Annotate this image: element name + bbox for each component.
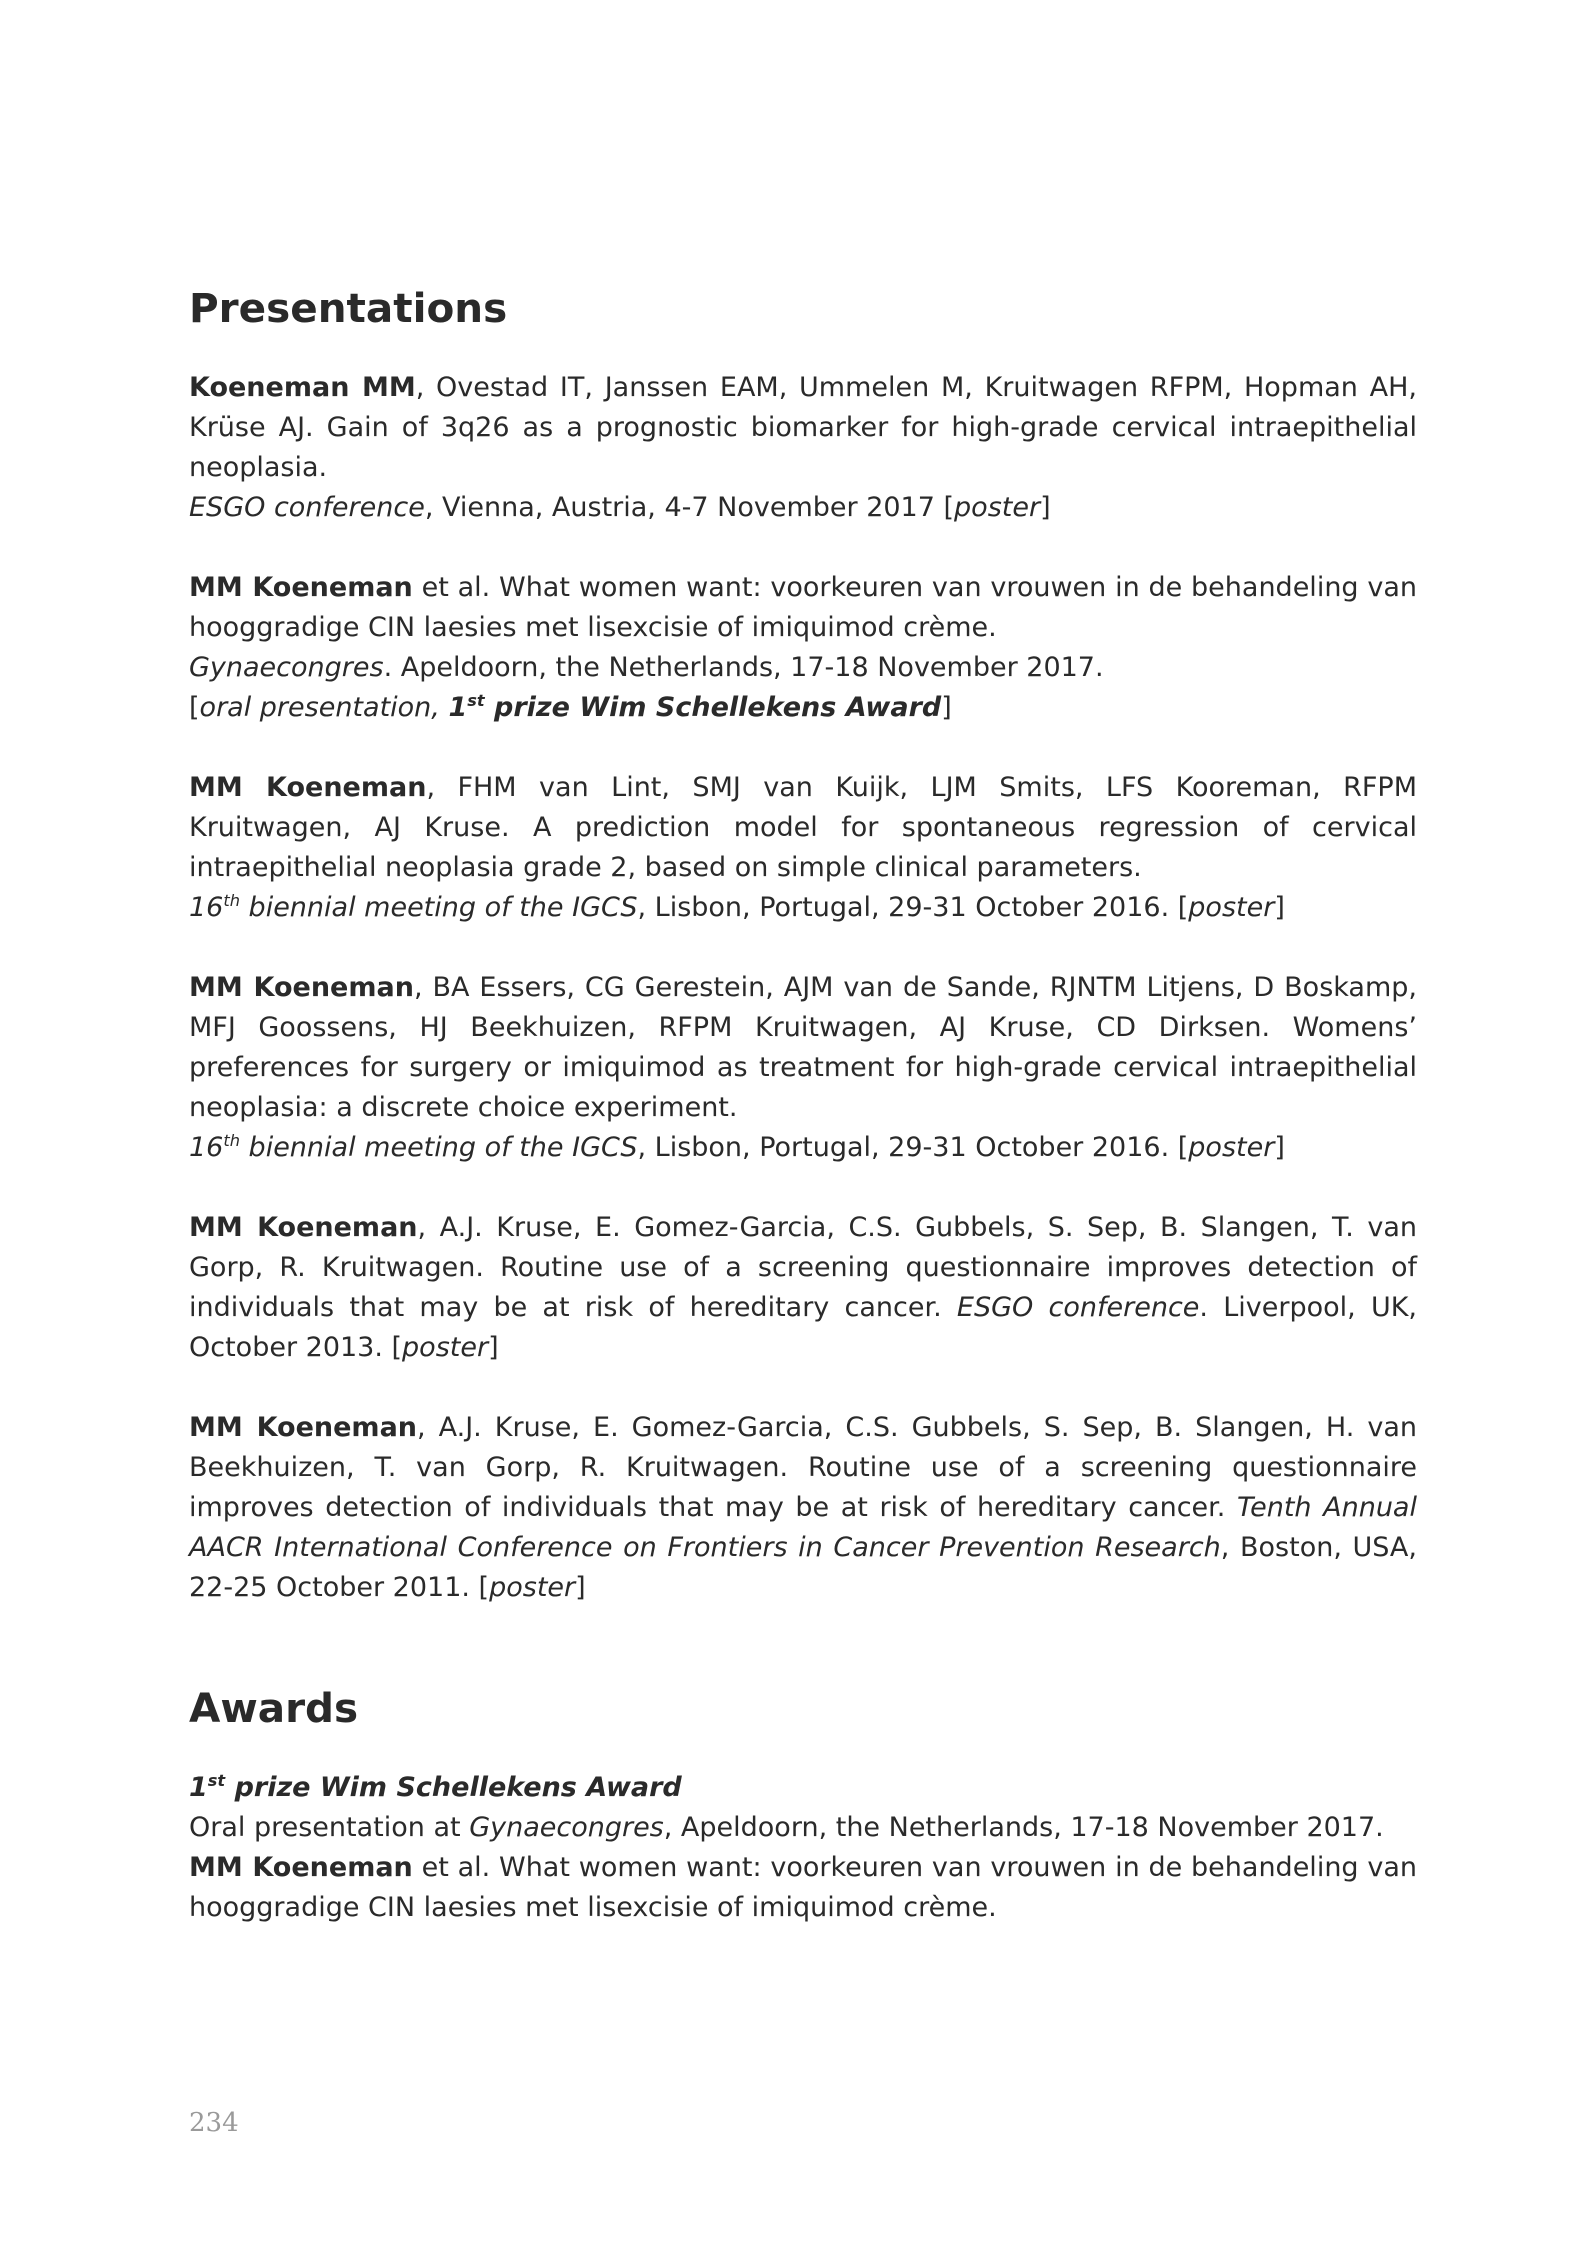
- presentation-entry: [189, 968, 1417, 1168]
- entry-author: Koeneman MM: [189, 372, 416, 403]
- entry-bracket: ]: [1274, 892, 1285, 923]
- entry-bracket: ]: [941, 692, 952, 723]
- page-number: 234: [189, 2108, 239, 2138]
- venue-ordinal: 16: [189, 892, 224, 923]
- entry-venue-line: [189, 888, 1417, 928]
- entry-text: , FHM van Lint, SMJ van Kuijk, LJM Smits, LFS Kooreman, RFPM Kruitwagen, AJ Kruse. A prediction model for spontaneous regression of cervical intraepithelial neoplasia grade 2, based on simple clinical parameters.: [189, 772, 1417, 883]
- venue-name: biennial meeting of the IGCS: [239, 892, 638, 923]
- entry-type: poster: [954, 492, 1041, 523]
- award-line-details: , Apeldoorn, the Netherlands, 17-18 November 2017.: [663, 1812, 1384, 1843]
- entry-type: poster: [1188, 892, 1275, 923]
- entry-details: , Boston, USA, 22-25 October 2011. [: [189, 1532, 1417, 1603]
- entry-bracket: ]: [1040, 492, 1051, 523]
- award-text: et al. What women want: voorkeuren van vrouwen in de behandeling van hooggradige CIN laesies met lisexcisie of imiquimod crème.: [189, 1852, 1417, 1923]
- entry-author: MM Koeneman: [189, 772, 427, 803]
- entry-details: , Lisbon, Portugal, 29-31 October 2016. [: [637, 1132, 1189, 1163]
- entry-type: poster: [1188, 1132, 1275, 1163]
- entry-bracket: ]: [575, 1572, 586, 1603]
- presentation-entry: [189, 1208, 1417, 1368]
- entry-text: et al. What women want: voorkeuren van vrouwen in de behandeling van hooggradige CIN laesies met lisexcisie of imiquimod crème.: [189, 572, 1417, 643]
- presentations-heading: Presentations: [189, 284, 508, 332]
- entry-text: , BA Essers, CG Gerestein, AJM van de Sande, RJNTM Litjens, D Boskamp, MFJ Goossens, HJ Beekhuizen, RFPM Kruitwagen, AJ Kruse, CD Dirksen. Womens’ preferences for surgery or imiquimod as treatment for high-grade cervical intraepithelial neoplasia: a discrete choice experiment.: [189, 972, 1417, 1123]
- entry-title: Gain of 3q26 as a prognostic biomarker for high-grade cervical intraepithelial neoplasia.: [189, 412, 1417, 483]
- entry-type: poster: [402, 1332, 489, 1363]
- entry-bracket: [: [189, 692, 200, 723]
- prize-name: prize Wim Schellekens Award: [484, 692, 942, 723]
- venue-ordinal-suffix: th: [223, 1131, 240, 1150]
- entry-citation: [189, 568, 1417, 648]
- entry-venue: Gynaecongres: [189, 652, 384, 683]
- venue-name: biennial meeting of the IGCS: [239, 1132, 638, 1163]
- award-title: [189, 1768, 1417, 1808]
- award-venue: Gynaecongres: [469, 1812, 664, 1843]
- entry-author: MM Koeneman: [189, 572, 413, 603]
- entry-bracket: ]: [1274, 1132, 1285, 1163]
- entry-type: oral presentation,: [199, 692, 449, 723]
- entry-text: , A.J. Kruse, E. Gomez-Garcia, C.S. Gubbels, S. Sep, B. Slangen, H. van Beekhuizen, T. van Gorp, R. Kruitwagen. Routine use of a screening questionnaire improves detection of individuals that may be at risk of hereditary cancer.: [189, 1412, 1417, 1523]
- presentation-entry: [189, 368, 1417, 528]
- entry-details: . Liverpool, UK, October 2013. [: [189, 1292, 1417, 1363]
- entry-citation: [189, 1408, 1417, 1608]
- entry-details: , Vienna, Austria, 4-7 November 2017 [: [424, 492, 955, 523]
- entry-venue-line: [189, 1128, 1417, 1168]
- entry-citation: [189, 968, 1417, 1128]
- entry-venue-line: [189, 648, 1417, 688]
- award-name: prize Wim Schellekens Award: [225, 1772, 682, 1803]
- award-description: [189, 1848, 1417, 1928]
- entry-bracket: ]: [488, 1332, 499, 1363]
- entry-authors: , Ovestad IT, Janssen EAM, Ummelen M, Kruitwagen RFPM, Hopman AH, Krüse AJ.: [189, 372, 1417, 443]
- award-entry: [189, 1768, 1417, 1928]
- entry-type: poster: [489, 1572, 576, 1603]
- presentation-entry: [189, 768, 1417, 928]
- entry-venue: [189, 892, 637, 923]
- entry-venue: Tenth Annual AACR International Conference on Frontiers in Cancer Prevention Research: [189, 1492, 1417, 1563]
- document-body: [189, 284, 1417, 1928]
- entry-citation: [189, 368, 1417, 488]
- awards-heading: Awards: [189, 1684, 359, 1732]
- prize-ordinal-suffix: st: [467, 691, 485, 710]
- entry-details: . Apeldoorn, the Netherlands, 17-18 November 2017.: [383, 652, 1104, 683]
- entry-author: MM Koeneman: [189, 972, 414, 1003]
- presentation-entry: [189, 568, 1417, 728]
- entry-text: , A.J. Kruse, E. Gomez-Garcia, C.S. Gubbels, S. Sep, B. Slangen, T. van Gorp, R. Kruitwagen. Routine use of a screening questionnaire improves detection of individuals that may be at risk of hereditary cancer.: [189, 1212, 1417, 1323]
- award-line: [189, 1808, 1417, 1848]
- entry-author: MM Koeneman: [189, 1412, 418, 1443]
- entry-citation: [189, 1208, 1417, 1368]
- entry-author: MM Koeneman: [189, 1212, 418, 1243]
- venue-ordinal: 16: [189, 1132, 224, 1163]
- venue-ordinal-suffix: th: [223, 891, 240, 910]
- award-line-prefix: Oral presentation at: [189, 1812, 470, 1843]
- entry-citation: [189, 768, 1417, 888]
- entry-details: , Lisbon, Portugal, 29-31 October 2016. [: [637, 892, 1189, 923]
- entry-venue: ESGO conference: [189, 492, 425, 523]
- entry-prize: [448, 692, 941, 723]
- entry-venue: [189, 1132, 637, 1163]
- presentation-entry: [189, 1408, 1417, 1608]
- award-author: MM Koeneman: [189, 1852, 413, 1883]
- entry-venue: ESGO conference: [956, 1292, 1200, 1323]
- entry-venue-line: [189, 488, 1417, 528]
- award-ordinal-suffix: st: [207, 1771, 226, 1790]
- prize-ordinal: 1: [448, 692, 468, 723]
- entry-type-line: [189, 688, 1417, 728]
- award-ordinal: 1: [189, 1772, 208, 1803]
